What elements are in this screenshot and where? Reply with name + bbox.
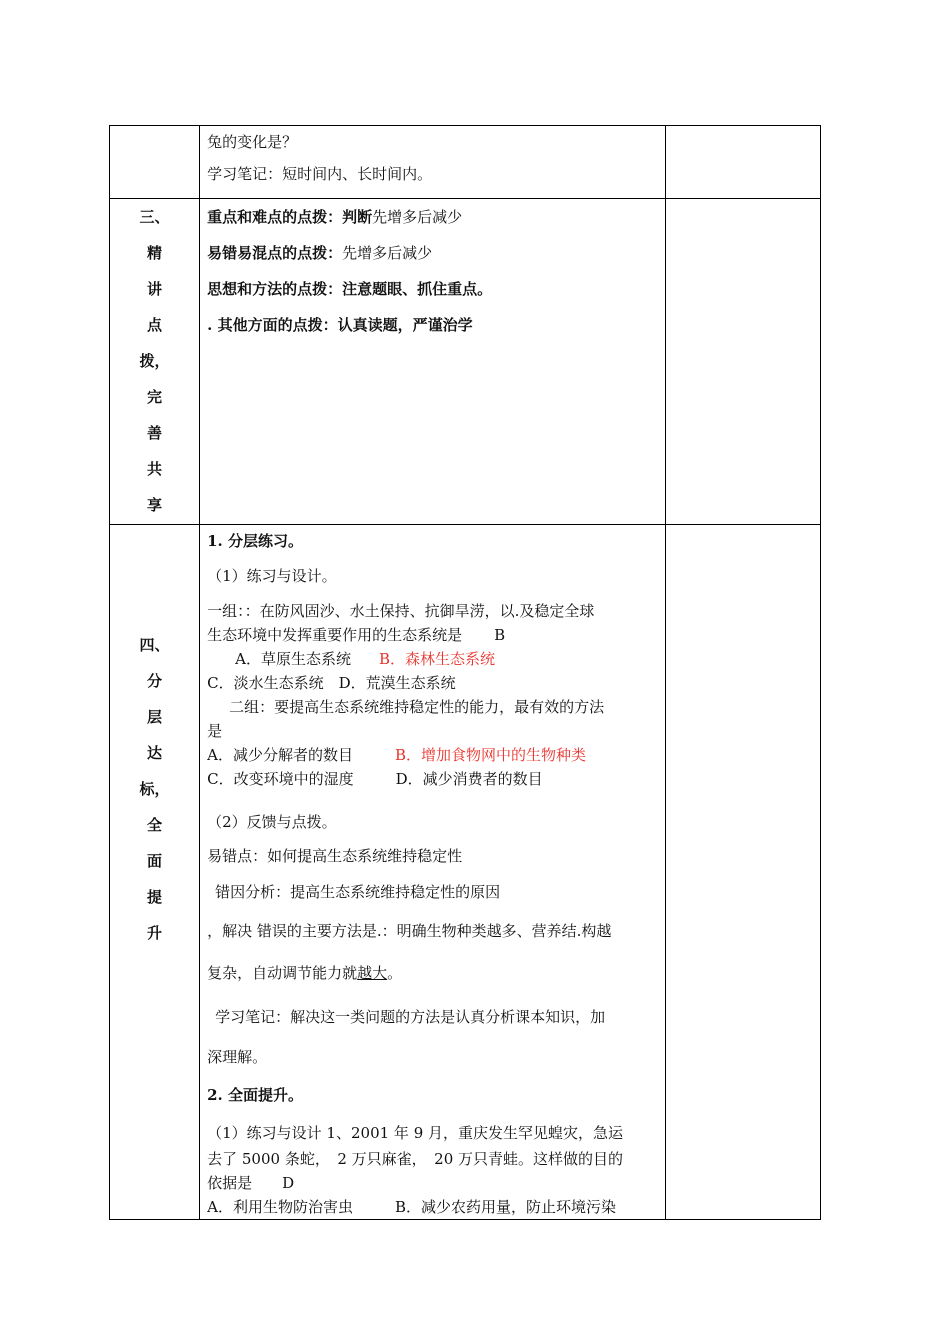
label-char: 三、 (139, 208, 170, 226)
question-one-options: A．草原生态系统 B．森林生态系统 (235, 650, 495, 668)
label-char: 分 (147, 672, 163, 690)
table-row (110, 126, 821, 199)
label-char: 四、 (139, 636, 170, 654)
label-char: 提 (147, 888, 163, 906)
label-char: 讲 (147, 280, 163, 298)
question-two-line: 是 (207, 722, 223, 740)
error-point-line: 易错易混点的点拨：先增多后减少 (207, 244, 433, 262)
subheading-practice-design: （1）练习与设计。 (207, 567, 337, 585)
method-point-line: 思想和方法的点拨：注意题眼、抓住重点。 (207, 280, 493, 298)
label-char: 升 (147, 924, 163, 942)
solution-text: 复杂，自动调节能力就越大。 (207, 964, 403, 982)
row1-notes-cell (665, 126, 820, 199)
row1-label-cell (110, 126, 200, 199)
question-one-options: C．淡水生态系统 D．荒漠生态系统 (207, 674, 456, 692)
practice-question-line: （1）练习与设计 1、2001 年 9 月，重庆发生罕见蝗灾，急运 (207, 1124, 624, 1142)
label-char: 拨， (139, 352, 170, 370)
question-one-line: 一组：：在防风固沙、水土保持、抗御旱涝，以.及稳定全球 (207, 602, 595, 620)
label-char: 层 (147, 708, 163, 726)
label-char: 达 (147, 744, 163, 762)
correct-answer: B．森林生态系统 (378, 650, 495, 668)
heading-overall-improvement: 2. 全面提升。 (207, 1086, 304, 1104)
section-four-notes (665, 525, 820, 1220)
other-point-line: . 其他方面的点拨：认真读题，严谨治学 (207, 316, 473, 334)
label-char: 精 (147, 244, 163, 262)
section-three-content (200, 199, 666, 525)
row1-content-cell (200, 126, 666, 199)
solution-text: ，解决 错误的主要方法是.：明确生物种类越多、营养结.构越 (207, 922, 612, 940)
correct-answer: B．增加食物网中的生物种类 (394, 746, 586, 764)
section-three-notes (665, 199, 820, 525)
error-point-text: 易错点：如何提高生态系统维持稳定性 (207, 847, 463, 865)
practice-question-options: A．利用生物防治害虫 B．减少农药用量，防止环境污染 (207, 1198, 616, 1216)
question-two-options: A．减少分解者的数目 B．增加食物网中的生物种类 (207, 746, 586, 764)
label-char: 全 (147, 816, 163, 834)
study-notes-text: 学习笔记：解决这一类问题的方法是认真分析课本知识，加 (215, 1008, 606, 1026)
label-char: 完 (147, 388, 163, 406)
heading-layered-practice: 1. 分层练习。 (207, 532, 304, 550)
section-four-label (110, 525, 200, 1220)
subheading-feedback: （2）反馈与点拨。 (207, 813, 337, 831)
section-four-content (200, 525, 666, 1220)
question-two-options: C．改变环境中的湿度 D．减少消费者的数目 (207, 770, 543, 788)
label-char: 共 (147, 460, 163, 478)
question-one-line: 生态环境中发挥重要作用的生态系统是 B (207, 626, 506, 644)
label-char: 面 (147, 852, 163, 870)
study-notes-text: 深理解。 (207, 1048, 268, 1066)
text-line: 兔的变化是？ (207, 133, 298, 151)
error-analysis-text: 错因分析：提高生态系统维持稳定性的原因 (215, 883, 501, 901)
table-row (110, 525, 821, 1220)
key-point-line: 重点和难点的点拨：判断先增多后减少 (207, 208, 463, 226)
answer-text: D (282, 1174, 295, 1192)
study-notes-line: 学习笔记：短时间内、长时间内。 (207, 165, 433, 183)
label-char: 点 (147, 316, 163, 334)
practice-question-line: 去了 5000 条蛇， 2 万只麻雀， 20 万只青蛙。这样做的目的 (207, 1150, 624, 1168)
section-three-label (110, 199, 200, 525)
label-char: 享 (147, 496, 163, 514)
label-char: 标， (139, 780, 170, 798)
question-two-line: 二组：要提高生态系统维持稳定性的能力，最有效的方法 (229, 698, 605, 716)
practice-question-line: 依据是 D (207, 1174, 295, 1192)
answer-text: B (494, 626, 506, 644)
lesson-table (109, 125, 821, 1220)
table-row (110, 199, 821, 525)
label-char: 善 (147, 424, 163, 442)
